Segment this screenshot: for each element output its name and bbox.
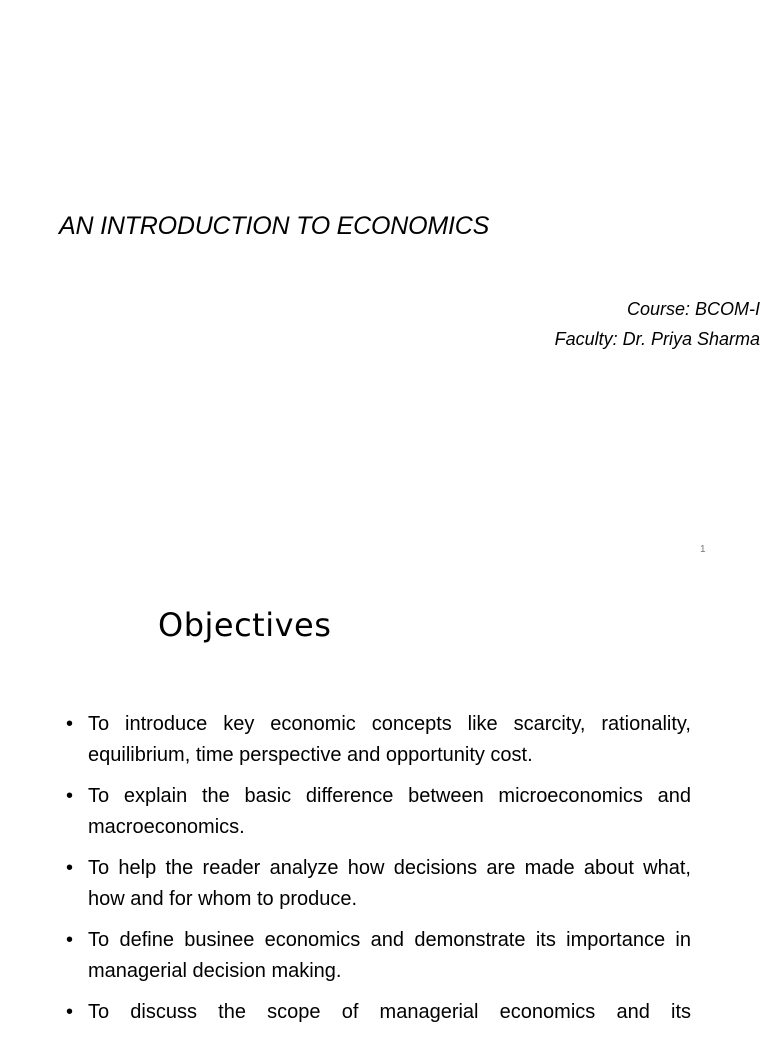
objective-text: To introduce key economic concepts like scarcity, rationality, equilibrium, time perspective and opportunity cost. [88,713,691,766]
list-item [66,781,691,843]
objective-text: To define businee economics and demonstrate its importance in managerial decision making. [88,929,691,982]
objective-text: To help the reader analyze how decisions are made about what, how and for whom to produce. [88,857,691,910]
course-label: Course: BCOM-I [626,299,760,319]
bullet-icon: • [66,929,74,951]
bullet-icon: • [66,713,74,735]
list-item [66,853,691,915]
objectives-heading: Objectives [158,606,332,644]
bullet-icon: • [66,857,74,879]
list-item [66,709,691,771]
bullet-icon: • [66,1001,74,1023]
faculty-label: Faculty: Dr. Priya Sharma [554,329,760,349]
slide-subtitle [555,294,760,354]
bullet-icon: • [66,785,74,807]
objectives-list [66,709,691,1038]
list-item [66,997,691,1028]
list-item [66,925,691,987]
page-number: 1 [700,544,706,555]
objectives-slide [0,570,768,1024]
objective-text: To discuss the scope of managerial economics and its [88,1001,691,1023]
slide-title: AN INTRODUCTION TO ECONOMICS [59,212,490,240]
objective-text: To explain the basic difference between microeconomics and macroeconomics. [88,785,691,838]
